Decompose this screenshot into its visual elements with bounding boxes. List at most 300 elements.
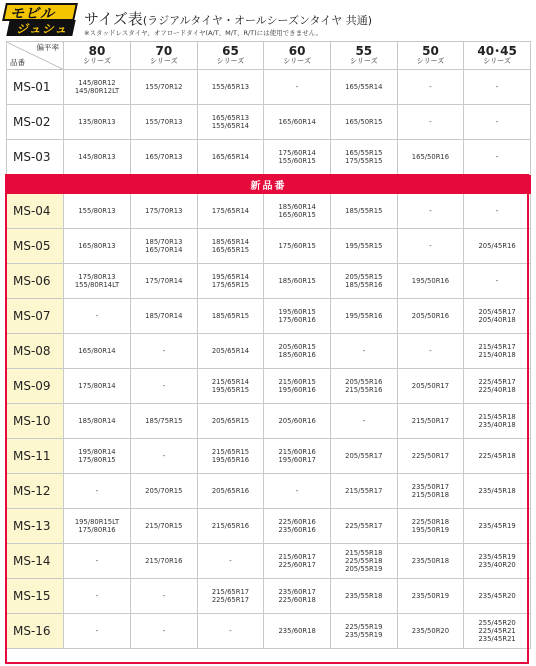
tire-size-cell <box>131 579 198 614</box>
tire-size-cell <box>131 614 198 649</box>
tire-size: 205/45R17 <box>478 308 516 316</box>
model-number: MS-09 <box>7 369 64 404</box>
series-number: 50 <box>422 44 439 58</box>
tire-size-cell <box>397 404 464 439</box>
tire-size: 215/50R18 <box>411 491 450 499</box>
tire-size: 175/60R16 <box>278 316 316 324</box>
tire-size: 185/75R15 <box>145 417 183 425</box>
series-number: 80 <box>88 44 106 58</box>
model-number: MS-12 <box>7 474 64 509</box>
series-header <box>464 42 531 70</box>
tire-size: 225/65R17 <box>211 596 250 604</box>
tire-size: 235/40R20 <box>478 561 516 569</box>
tire-size: 205/65R15 <box>211 417 250 425</box>
series-header <box>197 42 264 70</box>
tire-size: 225/45R21 <box>478 627 516 635</box>
tire-size-cell <box>197 299 264 334</box>
model-number: MS-06 <box>7 264 64 299</box>
tire-size-cell <box>397 579 464 614</box>
table-row <box>7 140 531 175</box>
tire-size: 155/80R14LT <box>74 281 120 289</box>
tire-size-cell <box>264 264 331 299</box>
tire-size: 165/65R14 <box>211 153 250 161</box>
tire-size: 205/65R16 <box>211 487 250 495</box>
tire-size: 215/50R17 <box>411 417 450 425</box>
tire-size-cell <box>197 544 264 579</box>
tire-size: 195/80R15LT <box>74 518 120 526</box>
tire-size: 175/80R15 <box>78 456 116 464</box>
tire-size-cell <box>64 70 131 105</box>
series-header <box>397 42 464 70</box>
title-main: サイズ表 <box>84 10 143 28</box>
tire-size-cell <box>131 264 198 299</box>
tire-size: 215/55R17 <box>345 487 383 495</box>
tire-size: 155/65R14 <box>211 122 250 130</box>
tire-size: 235/55R19 <box>345 631 383 639</box>
tire-size-cell <box>397 105 464 140</box>
series-number: 70 <box>155 44 173 58</box>
tire-size-cell <box>330 334 397 369</box>
tire-size-cell <box>464 334 531 369</box>
tire-size-cell <box>197 439 264 474</box>
tire-size: - <box>429 207 432 215</box>
table-row <box>7 509 531 544</box>
tire-size-cell <box>131 509 198 544</box>
tire-size: 175/60R15 <box>278 242 316 250</box>
table-row <box>7 439 531 474</box>
tire-size: 235/50R20 <box>411 627 450 635</box>
model-number: MS-03 <box>7 140 64 175</box>
tire-size-cell <box>197 369 264 404</box>
tire-size: 215/70R15 <box>145 522 183 530</box>
tire-size: 195/65R15 <box>211 386 250 394</box>
tire-size: 175/80R14 <box>78 382 116 390</box>
tire-size-cell <box>64 264 131 299</box>
table-row <box>7 70 531 105</box>
tire-size: 235/45R21 <box>478 635 516 643</box>
tire-size: 205/60R15 <box>278 343 316 351</box>
table-row <box>7 474 531 509</box>
tire-size: 225/55R17 <box>345 522 383 530</box>
tire-size-cell <box>264 229 331 264</box>
tire-size: 165/55R14 <box>345 83 383 91</box>
tire-size: 195/50R19 <box>411 526 450 534</box>
tire-size-cell <box>464 579 531 614</box>
tire-size-cell <box>397 614 464 649</box>
table-row <box>7 614 531 649</box>
tire-size-cell <box>64 579 131 614</box>
tire-size-cell <box>264 614 331 649</box>
tire-size: 195/60R16 <box>278 386 316 394</box>
tire-size-cell <box>464 299 531 334</box>
tire-size: 205/50R16 <box>411 312 450 320</box>
tire-size: 185/70R13 <box>145 238 183 246</box>
tire-size-cell <box>330 369 397 404</box>
table-row <box>7 194 531 229</box>
tire-size-cell <box>330 579 397 614</box>
tire-size-cell <box>264 334 331 369</box>
tire-size-cell <box>197 229 264 264</box>
tire-size: 205/65R14 <box>211 347 250 355</box>
tire-size: 165/65R15 <box>211 246 250 254</box>
tire-size-cell <box>330 404 397 439</box>
tire-size: - <box>162 627 166 635</box>
series-header <box>131 42 198 70</box>
tire-size-cell <box>330 439 397 474</box>
tire-size-cell <box>464 474 531 509</box>
tire-size: 175/80R13 <box>78 273 116 281</box>
tire-size: 165/80R13 <box>78 242 116 250</box>
tire-size-cell <box>131 299 198 334</box>
tire-size: 235/60R18 <box>278 627 316 635</box>
series-label: シリーズ <box>483 57 511 65</box>
tire-size: 225/45R18 <box>478 452 516 460</box>
tire-size: 165/70R14 <box>145 246 183 254</box>
tire-size: - <box>95 312 99 320</box>
tire-size-cell <box>397 229 464 264</box>
tire-size: 205/55R19 <box>345 565 383 573</box>
series-number: 40･45 <box>477 44 517 58</box>
tire-size: 155/70R13 <box>145 118 183 126</box>
tire-size: 215/55R18 <box>345 549 383 557</box>
tire-size-cell <box>197 579 264 614</box>
tire-size-cell <box>64 194 131 229</box>
tire-size: - <box>429 83 432 91</box>
tire-size: 235/60R16 <box>278 526 316 534</box>
tire-size: 165/60R14 <box>278 118 316 126</box>
tire-size: 195/60R17 <box>278 456 316 464</box>
tire-size-cell <box>330 70 397 105</box>
tire-size: 215/40R18 <box>478 351 516 359</box>
tire-size-cell <box>464 140 531 175</box>
tire-size: 185/70R14 <box>145 312 183 320</box>
tire-size: 185/80R14 <box>78 417 116 425</box>
tire-size-cell <box>397 194 464 229</box>
tire-size-cell <box>131 105 198 140</box>
tire-size-cell <box>64 439 131 474</box>
tire-size-cell <box>197 140 264 175</box>
tire-size: 165/80R14 <box>78 347 116 355</box>
tire-size: - <box>429 118 432 126</box>
tire-size-cell <box>330 614 397 649</box>
tire-size: 185/65R14 <box>211 238 250 246</box>
tire-size: 185/60R15 <box>278 277 316 285</box>
tire-size: 225/55R18 <box>345 557 383 565</box>
tire-size: 205/55R15 <box>345 273 383 281</box>
tire-size: 195/65R16 <box>211 456 250 464</box>
page-header <box>0 0 536 40</box>
tire-size-cell <box>131 229 198 264</box>
tire-size-cell <box>64 105 131 140</box>
tire-size: - <box>95 487 99 495</box>
tire-size: 225/50R18 <box>411 518 450 526</box>
tire-size: 135/80R13 <box>78 118 116 126</box>
tire-size-cell <box>197 334 264 369</box>
tire-size-cell <box>264 579 331 614</box>
new-models-band <box>7 175 531 194</box>
tire-size: 225/60R16 <box>278 518 316 526</box>
tire-size-cell <box>397 439 464 474</box>
tire-size-cell <box>197 404 264 439</box>
tire-size: 205/55R16 <box>345 378 383 386</box>
tire-size: - <box>495 153 499 161</box>
brand-logo <box>4 3 76 37</box>
tire-size: - <box>229 557 232 565</box>
tire-size-cell <box>264 474 331 509</box>
tire-size: 175/55R15 <box>345 157 383 165</box>
tire-size: - <box>495 277 499 285</box>
tire-size-cell <box>464 369 531 404</box>
tire-size: 145/80R12LT <box>74 87 120 95</box>
tire-size: 165/70R13 <box>145 153 183 161</box>
tire-size: 205/40R18 <box>478 316 516 324</box>
tire-size-cell <box>264 544 331 579</box>
tire-size-cell <box>397 474 464 509</box>
tire-size: 155/65R13 <box>211 83 250 91</box>
tire-size-cell <box>197 474 264 509</box>
tire-size: 215/45R18 <box>478 413 516 421</box>
model-number: MS-01 <box>7 70 64 105</box>
tire-size: 235/50R19 <box>411 592 450 600</box>
size-table <box>6 41 530 649</box>
tire-size: 255/45R20 <box>478 619 516 627</box>
model-number: MS-16 <box>7 614 64 649</box>
tire-size: 225/50R17 <box>411 452 450 460</box>
tire-size: - <box>295 83 299 91</box>
series-label: シリーズ <box>216 57 245 65</box>
tire-size-cell <box>264 299 331 334</box>
series-label: シリーズ <box>416 57 445 65</box>
tire-size-cell <box>264 439 331 474</box>
tire-size: 195/55R16 <box>345 312 383 320</box>
tire-size: 225/40R18 <box>478 386 516 394</box>
table-row <box>7 404 531 439</box>
table-row <box>7 105 531 140</box>
tire-size: 155/70R12 <box>145 83 183 91</box>
series-header <box>330 42 397 70</box>
tire-size-cell <box>330 264 397 299</box>
tire-size-cell <box>197 105 264 140</box>
tire-size-cell <box>197 264 264 299</box>
tire-size: 215/45R17 <box>478 343 516 351</box>
tire-size-cell <box>64 614 131 649</box>
tire-size-cell <box>464 194 531 229</box>
series-number: 65 <box>222 44 239 58</box>
tire-size-cell <box>131 70 198 105</box>
tire-size: - <box>95 557 99 565</box>
tire-size-cell <box>64 509 131 544</box>
tire-size-cell <box>131 544 198 579</box>
tire-size: 235/60R17 <box>278 588 316 596</box>
tire-size: 215/65R15 <box>211 448 250 456</box>
tire-size-cell <box>264 509 331 544</box>
tire-size-cell <box>397 70 464 105</box>
series-number: 60 <box>288 44 306 58</box>
model-number: MS-11 <box>7 439 64 474</box>
tire-size: 215/70R16 <box>145 557 183 565</box>
tire-size: - <box>362 417 366 425</box>
tire-size: 175/65R15 <box>211 281 250 289</box>
tire-size-cell <box>464 264 531 299</box>
tire-size: 165/50R16 <box>411 153 450 161</box>
tire-size: - <box>95 627 99 635</box>
tire-size: 185/65R15 <box>211 312 250 320</box>
table-row <box>7 229 531 264</box>
tire-size: 235/45R19 <box>478 553 516 561</box>
tire-size-cell <box>64 404 131 439</box>
tire-size: - <box>162 347 166 355</box>
tire-size: - <box>95 592 99 600</box>
tire-size-cell <box>330 229 397 264</box>
tire-size-cell <box>64 229 131 264</box>
tire-size-cell <box>397 509 464 544</box>
tire-size: 225/60R17 <box>278 561 316 569</box>
tire-size: 205/55R17 <box>345 452 383 460</box>
tire-size-cell <box>64 140 131 175</box>
tire-size-cell <box>397 544 464 579</box>
tire-size: - <box>229 627 232 635</box>
tire-size-cell <box>64 369 131 404</box>
tire-size-cell <box>64 474 131 509</box>
tire-size: 235/50R17 <box>411 483 450 491</box>
tire-size: 205/70R15 <box>145 487 183 495</box>
corner-header <box>7 42 64 70</box>
model-number: MS-05 <box>7 229 64 264</box>
tire-size: - <box>162 452 166 460</box>
tire-size-cell <box>330 140 397 175</box>
model-number: MS-02 <box>7 105 64 140</box>
tire-size: 235/45R19 <box>478 522 516 530</box>
logo-line-1: モビル <box>10 6 55 22</box>
tire-size: 215/60R16 <box>278 448 316 456</box>
tire-size: 215/65R14 <box>211 378 250 386</box>
tire-size: 235/50R18 <box>411 557 450 565</box>
logo-line-2: ジュシュ <box>16 22 68 36</box>
tire-size: 215/65R16 <box>211 522 250 530</box>
corner-aspect-label: 偏平率 <box>36 43 59 52</box>
tire-size: 175/70R14 <box>145 277 183 285</box>
tire-size: 215/55R16 <box>345 386 383 394</box>
tire-size-cell <box>397 369 464 404</box>
corner-model-label: 品番 <box>10 58 25 67</box>
table-row <box>7 334 531 369</box>
table-header-row <box>7 42 531 70</box>
tire-size: - <box>429 347 432 355</box>
tire-size-cell <box>264 140 331 175</box>
tire-size: - <box>162 382 166 390</box>
tire-size-cell <box>64 544 131 579</box>
tire-size-cell <box>197 509 264 544</box>
series-label: シリーズ <box>83 57 111 65</box>
tire-size-cell <box>397 264 464 299</box>
tire-size: 165/65R13 <box>211 114 250 122</box>
tire-size-cell <box>464 614 531 649</box>
tire-size: 195/50R16 <box>411 277 450 285</box>
tire-size: 165/55R15 <box>345 149 383 157</box>
tire-size: 145/80R12 <box>78 79 116 87</box>
tire-size: 165/60R15 <box>278 211 316 219</box>
tire-size-cell <box>64 299 131 334</box>
tire-size: - <box>429 242 432 250</box>
tire-size-cell <box>464 70 531 105</box>
model-number: MS-04 <box>7 194 64 229</box>
series-number: 55 <box>355 44 373 58</box>
tire-size-cell <box>397 334 464 369</box>
tire-size-cell <box>131 334 198 369</box>
tire-size: 205/50R17 <box>411 382 450 390</box>
tire-size-cell <box>197 614 264 649</box>
tire-size: 155/80R13 <box>78 207 116 215</box>
tire-size: - <box>495 207 499 215</box>
tire-size: 185/60R16 <box>278 351 316 359</box>
model-number: MS-07 <box>7 299 64 334</box>
tire-size: 235/40R18 <box>478 421 516 429</box>
tire-size-cell <box>264 404 331 439</box>
tire-size-cell <box>131 474 198 509</box>
tire-size: 185/55R15 <box>345 207 383 215</box>
table-row <box>7 264 531 299</box>
tire-size-cell <box>131 369 198 404</box>
tire-size-cell <box>330 509 397 544</box>
tire-size: 175/60R14 <box>278 149 316 157</box>
tire-size-cell <box>330 105 397 140</box>
tire-size: 145/80R13 <box>78 153 116 161</box>
tire-size-cell <box>131 404 198 439</box>
tire-size: 185/60R14 <box>278 203 316 211</box>
tire-size: 195/80R14 <box>78 448 116 456</box>
tire-size-cell <box>197 194 264 229</box>
series-label: シリーズ <box>349 57 378 65</box>
tire-size-cell <box>197 70 264 105</box>
tire-size-cell <box>264 369 331 404</box>
tire-size: 225/60R18 <box>278 596 316 604</box>
tire-size: 215/60R15 <box>278 378 316 386</box>
tire-size: 235/55R18 <box>345 592 383 600</box>
tire-size-cell <box>330 194 397 229</box>
tire-size-cell <box>264 194 331 229</box>
tire-size: 165/50R15 <box>345 118 383 126</box>
tire-size: - <box>495 83 499 91</box>
tire-size-cell <box>330 544 397 579</box>
tire-size-cell <box>397 299 464 334</box>
tire-size: 225/55R19 <box>345 623 383 631</box>
table-row <box>7 369 531 404</box>
tire-size: 235/45R18 <box>478 487 516 495</box>
tire-size: 155/60R15 <box>278 157 316 165</box>
tire-size: - <box>295 487 299 495</box>
tire-size-cell <box>397 140 464 175</box>
series-label: シリーズ <box>150 57 178 65</box>
model-number: MS-13 <box>7 509 64 544</box>
tire-size-cell <box>464 404 531 439</box>
tire-size-cell <box>264 70 331 105</box>
model-number: MS-08 <box>7 334 64 369</box>
tire-size: - <box>362 347 366 355</box>
tire-size: 205/60R16 <box>278 417 316 425</box>
tire-size-cell <box>330 474 397 509</box>
tire-size: 235/45R20 <box>478 592 516 600</box>
table-row <box>7 579 531 614</box>
series-header <box>264 42 331 70</box>
page-title <box>84 8 372 29</box>
series-label: シリーズ <box>283 57 311 65</box>
usage-note: ※スタッドレスタイヤ、オフロードタイヤ(A/T、M/T、R/T)には使用できません。 <box>84 29 323 37</box>
new-models-label: 新品番 <box>7 175 531 194</box>
title-sub: (ラジアルタイヤ・オールシーズンタイヤ 共通) <box>142 14 373 27</box>
tire-size: 225/45R17 <box>478 378 516 386</box>
tire-size-cell <box>330 299 397 334</box>
tire-size: - <box>495 118 499 126</box>
